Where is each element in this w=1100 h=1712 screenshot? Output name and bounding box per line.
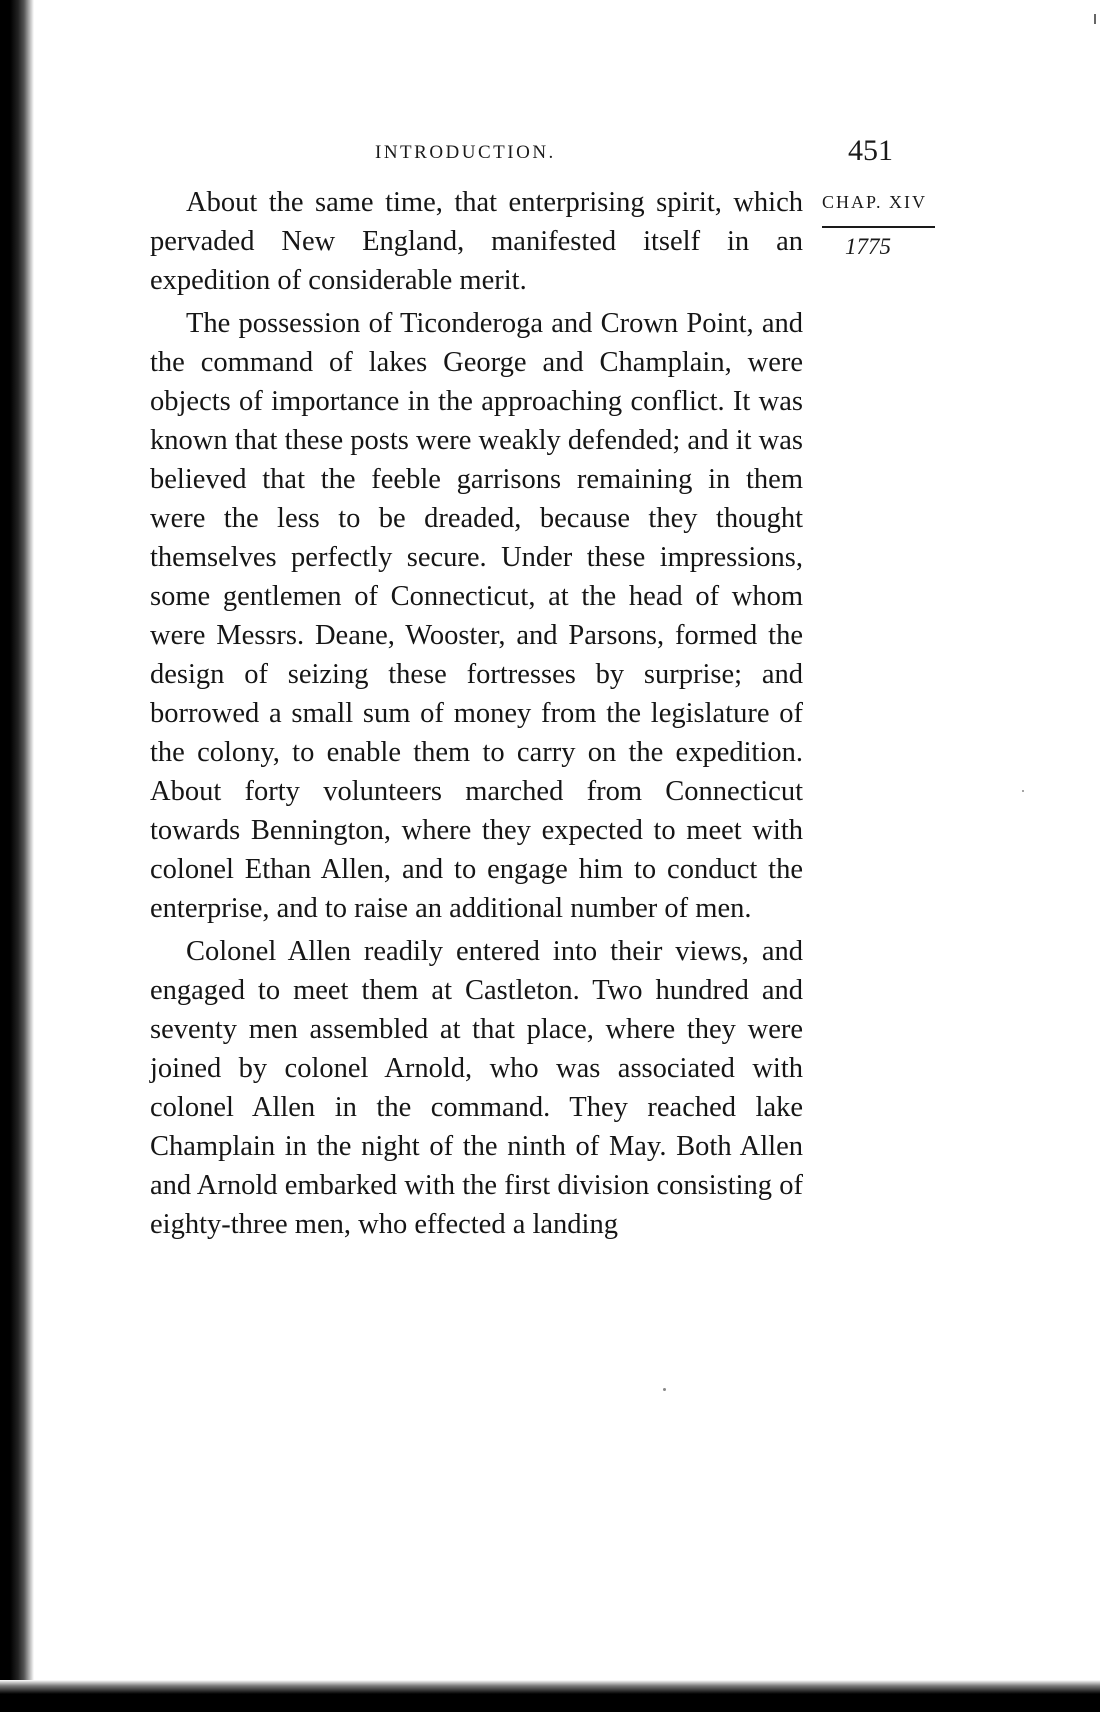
- paragraph: About the same time, that enterprising spirit, which pervaded New England, manifested itself in an expedition of considerable merit.: [150, 187, 803, 296]
- scan-speck: [663, 1388, 666, 1391]
- scan-binding-edge: [0, 0, 34, 1712]
- running-head: INTRODUCTION.: [375, 142, 556, 163]
- scan-speck: [1022, 790, 1024, 792]
- margin-rule: [822, 226, 935, 228]
- paragraph: The possession of Ticonderoga and Crown Point, and the command of lakes George and Champlain, were objects of importance in the approaching conflict. It was known that these posts were weakly defended; and it was believed that the feeble garrisons remaining in them were the less to be dreaded, because they thought themselves perfectly secure. Under these impressions, some gentlemen of Connecticut, at the head of whom were Messrs. Deane, Wooster, and Parsons, formed the design of seizing these fortresses by surprise; and borrowed a small sum of money from the legislature of the colony, to enable them to carry on the expedition. About forty volunteers marched from Connecticut towards Bennington, where they expected to meet with colonel Ethan Allen, and to engage him to conduct the enterprise, and to raise an additional number of men.: [150, 308, 803, 924]
- margin-chapter-label: CHAP. XIV: [822, 192, 928, 212]
- scan-edge-mark: [1094, 14, 1096, 24]
- page-number: 451: [848, 134, 893, 167]
- paragraph: Colonel Allen readily entered into their views, and engaged to meet them at Castleton. Two hundred and seventy men assembled at that place, where they were joined by colonel Arnold, who was associated with colonel Allen in the command. They reached lake Champlain in the night of the ninth of May. Both Allen and Arnold embarked with the first division consisting of eighty-three men, who effected a landing: [150, 936, 803, 1240]
- body-text: [150, 183, 803, 1248]
- scan-bottom-edge: [0, 1680, 1100, 1712]
- margin-year: 1775: [845, 234, 891, 259]
